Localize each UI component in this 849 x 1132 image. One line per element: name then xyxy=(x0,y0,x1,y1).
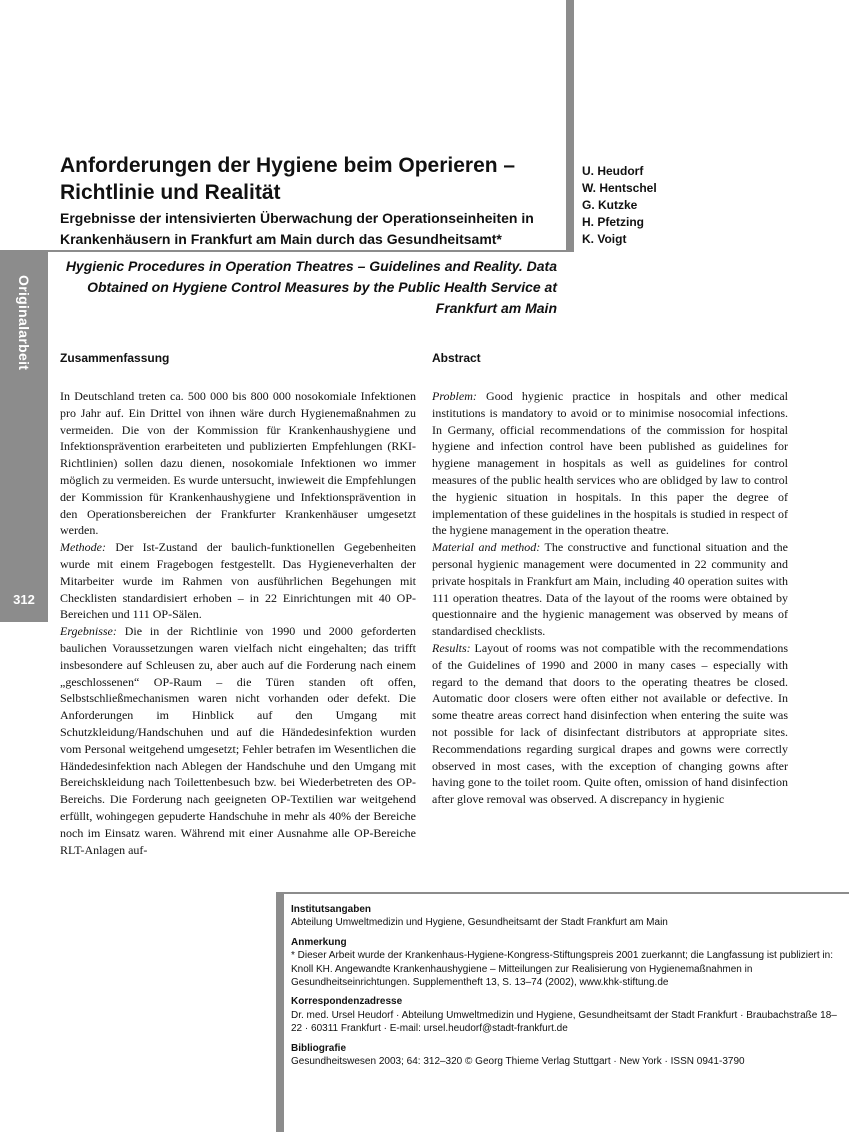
info-text: Gesundheitswesen 2003; 64: 312–320 © Georg Thieme Verlag Stuttgart · New York · ISSN 0941-3790 xyxy=(291,1056,745,1068)
abstract-problem xyxy=(432,388,788,539)
author: H. Pfetzing xyxy=(582,215,644,229)
header-rule xyxy=(0,250,574,252)
methods-label: Methode: xyxy=(60,540,106,555)
material-text: The constructive and functional situation and the personal hygienic management were documented in 22 community and private hospitals in Frankfurt am Main, including 40 operation suites with 111 operation theatres. Data of the layout of the rooms were obtained by questionnaire and the hygienic management was observed by means of standardised checklists. xyxy=(432,540,788,639)
info-heading: Bibliografie xyxy=(291,1042,347,1054)
abstract-results-label: Results: xyxy=(432,640,471,655)
english-title: Hygienic Procedures in Operation Theatres – Guidelines and Reality. Data Obtained on Hygiene Control Measures by the Public Health Service at Frankfurt am Main xyxy=(65,258,557,316)
section-label: Originalarbeit xyxy=(16,275,32,371)
zusammenfassung-methods xyxy=(60,539,416,623)
results-label: Ergebnisse: xyxy=(60,624,117,639)
zusammenfassung-column xyxy=(60,350,416,858)
abstract-results xyxy=(432,640,788,808)
results-text: Die in der Richtlinie von 1990 und 2000 geforderten baulichen Voraussetzungen waren vielfach nicht eingehalten; das trifft insbesondere auf Schleusen zu, aber auch auf die Forderung nach einem „geschlossenen“ OP-Raum – die Türen standen oft offen, Selbstschließmechanismen waren nicht vorhanden oder defekt. Die Anforderungen im Hinblick auf den Umgang mit Schutzkleidung/Handschuhen und auf die Händedesinfektion wurden vom Personal weitgehend umgesetzt; Fehler betrafen im Wesentlichen die Händedesinfektion nach Ablegen der Handschuhe und den Umgang mit Bereichskleidung nach Toilettenbesuch bzw. bei Wiederbetreten des OP-Bereichs. Die Forderung nach geeigneten OP-Textilien war weitgehend erfüllt, wohingegen gepuderte Handschuhe in mehr als 40% der Bereiche noch im Einsatz waren. Während mit einer Ausnahme alle OP-Bereiche RLT-Anlagen auf- xyxy=(60,624,416,857)
article-subtitle: Ergebnisse der intensivierten Überwachung der Operationseinheiten in Krankenhäusern in Frankfurt am Main durch das Gesundheitsamt* xyxy=(60,210,534,247)
abstract-material xyxy=(432,539,788,640)
abstract-results-text: Layout of rooms was not compatible with the recommendations of the Guidelines of 1990 and 2000 in many cases – especially with regard to the demand that doors to the operating theatres be closed. Automatic door closers were often either not available or defective. In some theatre areas correct hand disinfection when entering the suite was not possible for lack of disinfectant distributors at appropriate sites. Recommendations regarding surgical drapes and gowns were correctly observed in most cases, with the exception of changing gowns after having gone to the toilet room. Quite often, omission of hand disinfection after glove removal was observed. A discrepancy in hygienic xyxy=(432,640,788,807)
info-text: Abteilung Umweltmedizin und Hygiene, Gesundheitsamt der Stadt Frankfurt am Main xyxy=(291,917,668,929)
author: W. Hentschel xyxy=(582,181,657,195)
material-label: Material and method: xyxy=(432,540,541,555)
info-rule xyxy=(276,892,849,894)
zusammenfassung-heading: Zusammenfassung xyxy=(60,351,170,365)
zusammenfassung-results xyxy=(60,623,416,858)
info-vertical-bar xyxy=(276,892,284,1132)
info-heading: Anmerkung xyxy=(291,936,347,948)
info-institut xyxy=(291,903,841,930)
info-heading: Institutsangaben xyxy=(291,904,372,915)
info-korrespondenz xyxy=(291,995,841,1035)
header-vertical-bar xyxy=(566,0,574,250)
problem-label: Problem: xyxy=(432,389,477,403)
abstract-column xyxy=(432,350,788,808)
methods-text: Der Ist-Zustand der baulich-funktionellen Gegebenheiten wurde mit einem Fragebogen festgestellt. Das Hygieneverhalten der Mitarbeiter wurde im Rahmen von ausführlichen Begehungen mit Checklisten standardisiert erhoben – in 22 Einrichtungen mit 40 OP-Bereichen und 111 OP-Sälen. xyxy=(60,540,416,622)
author: U. Heudorf xyxy=(582,164,644,178)
info-anmerkung xyxy=(291,936,841,990)
author: K. Voigt xyxy=(582,232,627,246)
info-text: Dr. med. Ursel Heudorf · Abteilung Umweltmedizin und Hygiene, Gesundheitsamt der Stadt Frankfurt · Braubachstraße 18–22 · 60311 Frankfurt · E-mail: ursel.heudorf@stadt-frankfurt.de xyxy=(291,1009,837,1035)
article-title: Anforderungen der Hygiene beim Operieren – Richtlinie und Realität xyxy=(60,154,516,204)
info-bibliografie xyxy=(291,1042,841,1069)
zusammenfassung-intro: In Deutschland treten ca. 500 000 bis 800 000 nosokomiale Infektionen pro Jahr auf. Ein Drittel von ihnen wäre durch Hygienemaßnahmen zu vermeiden. Die von der Kommission für Krankenhaushygiene und Infektionsprävention erarbeiteten und publizierten Empfehlungen (RKI-Richtlinien) sollen dazu dienen, nosokomiale Infektionen wo immer möglich zu vermeiden. Es wurde untersucht, inwieweit die Empfehlungen der Kommission für Krankenhaushygiene und Infektionsprävention in den Operationsbereichen der Frankfurter Krankenhäuser umgesetzt werden. xyxy=(60,389,416,538)
info-heading: Korrespondenzadresse xyxy=(291,996,403,1008)
author: G. Kutzke xyxy=(582,198,638,212)
article-info-box xyxy=(291,903,841,1074)
problem-text: Good hygienic practice in hospitals and other medical institutions is mandatory to avoid or to minimise nosocomial infections. In Germany, official recommendations of the commission for hospital hygiene and infection control have been published as guidelines for hygiene management in hospitals as well as guidelines for control measures of the public health services who are oblidged by law to control the hygienic situation in hospitals. In this paper the degree of implementation of these guidelines in the hospitals is studied in respect of the hygiene management in the operation theatre. xyxy=(432,389,788,538)
page-number: 312 xyxy=(13,592,35,607)
author-list xyxy=(582,163,742,248)
abstract-heading: Abstract xyxy=(432,351,481,365)
info-text: * Dieser Arbeit wurde der Krankenhaus-Hygiene-Kongress-Stiftungspreis 2001 zuerkannt; die Langfassung ist publiziert in: Knoll KH. Angewandte Krankenhaushygiene – Mitteilungen zur Realisierung von Hygienemaßnahmen in Gesundheitseinrichtungen. Supplementheft 13, S. 13–74 (2002), www.khk-stiftung.de xyxy=(291,950,833,989)
